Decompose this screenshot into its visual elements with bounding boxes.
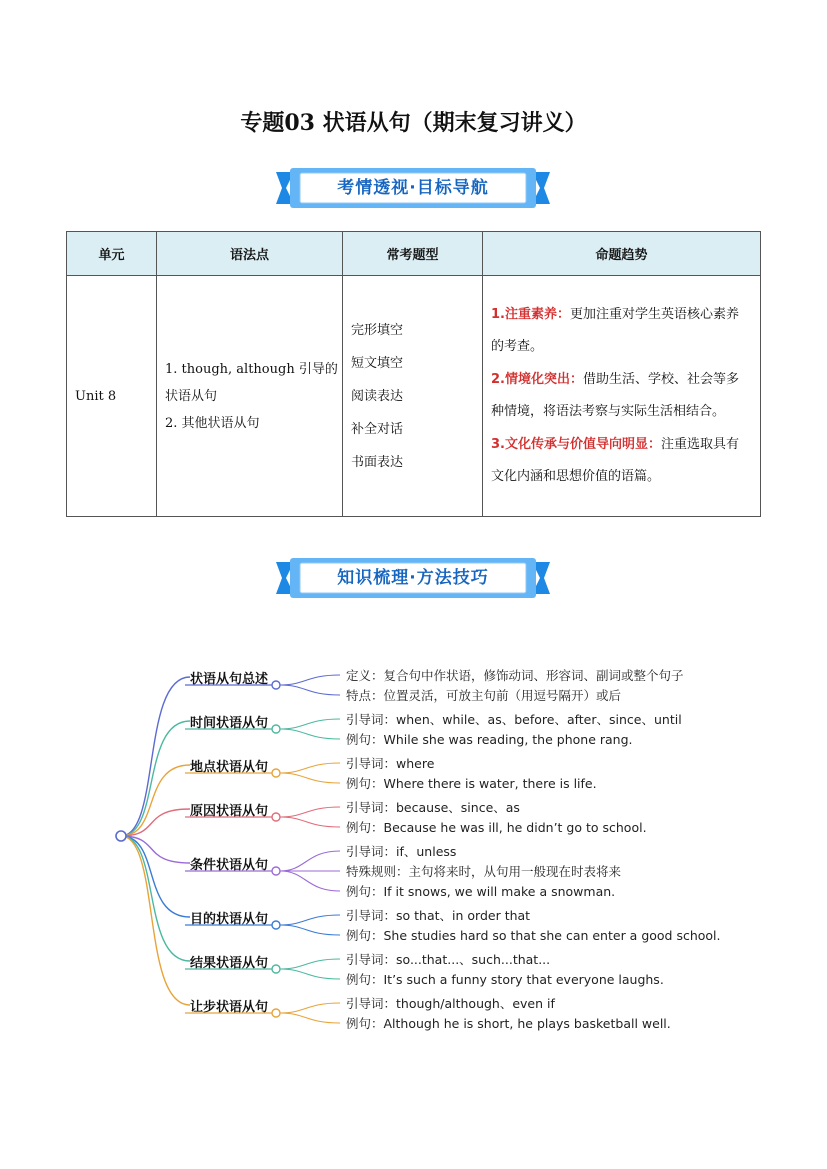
leaf-connector xyxy=(280,817,340,827)
banner-label: 知识梳理·方法技巧 xyxy=(337,568,489,588)
mind-map-leaf: 例句：If it snows, we will make a snowman. xyxy=(346,884,616,899)
node-dot xyxy=(272,813,280,821)
root-dot xyxy=(116,831,126,841)
node-dot xyxy=(272,769,280,777)
node-dot xyxy=(272,867,280,875)
branch-connector xyxy=(121,836,190,1005)
trend-item xyxy=(491,299,750,364)
cell-question-types xyxy=(343,276,483,517)
mind-map-node: 原因状语从句 xyxy=(190,804,269,819)
leaf-connector xyxy=(280,685,340,695)
mind-map-leaf: 例句：Where there is water, there is life. xyxy=(346,776,597,791)
leaf-connector xyxy=(280,959,340,969)
mind-map-leaf: 引导词：so that、in order that xyxy=(346,908,531,923)
grammar-point: 2. 其他状语从句 xyxy=(165,415,260,431)
branch-connector xyxy=(121,765,190,836)
header-trends: 命题趋势 xyxy=(483,232,761,276)
leaf-connector xyxy=(280,851,340,871)
cell-grammar xyxy=(157,276,343,517)
banner-exam-overview xyxy=(276,166,550,210)
header-grammar: 语法点 xyxy=(157,232,343,276)
mind-map-node: 条件状语从句 xyxy=(190,858,269,873)
trend-label: 1.注重素养： xyxy=(491,306,570,322)
question-type: 补全对话 xyxy=(351,421,404,437)
header-question-types: 常考题型 xyxy=(343,232,483,276)
mind-map-leaf: 引导词：where xyxy=(346,756,435,771)
mind-map-leaf: 引导词：when、while、as、before、after、since、until xyxy=(346,712,682,727)
cell-trends xyxy=(483,276,761,517)
question-type: 阅读表达 xyxy=(351,388,404,404)
leaf-connector xyxy=(280,969,340,979)
mind-map-leaf: 例句：Because he was ill, he didn’t go to school. xyxy=(346,820,647,835)
grammar-point: 1. though, although 引导的状语从句 xyxy=(165,361,338,404)
question-type: 完形填空 xyxy=(351,322,404,338)
leaf-connector xyxy=(280,871,340,891)
node-dot xyxy=(272,921,280,929)
mind-map-node: 结果状语从句 xyxy=(190,956,269,971)
mind-map-leaf: 特点：位置灵活，可放主句前（用逗号隔开）或后 xyxy=(346,688,622,703)
mind-map-node: 时间状语从句 xyxy=(190,716,269,731)
leaf-connector xyxy=(280,1003,340,1013)
leaf-connector xyxy=(280,729,340,739)
question-type: 短文填空 xyxy=(351,355,404,371)
mind-map-leaf: 例句：While she was reading, the phone rang. xyxy=(346,732,633,747)
leaf-connector xyxy=(280,915,340,925)
node-dot xyxy=(272,1009,280,1017)
leaf-connector xyxy=(280,763,340,773)
leaf-connector xyxy=(280,773,340,783)
leaf-connector xyxy=(280,1013,340,1023)
mind-map-leaf: 例句：It’s such a funny story that everyone laughs. xyxy=(346,972,664,987)
mind-map-node: 状语从句总述 xyxy=(190,672,269,687)
mind-map xyxy=(0,640,827,1040)
leaf-connector xyxy=(280,719,340,729)
trend-text: 更加注重对学生英语核心素养的考查。 xyxy=(491,306,739,354)
leaf-connector xyxy=(280,675,340,685)
trend-text: 注重选取具有文化内涵和思想价值的语篇。 xyxy=(491,436,739,484)
table-header-row xyxy=(67,232,761,276)
trend-item xyxy=(491,364,750,429)
mind-map-leaf: 引导词：so...that...、such...that... xyxy=(346,952,551,967)
mind-map-node: 让步状语从句 xyxy=(190,1000,269,1015)
mind-map-leaf: 特殊规则：主句将来时，从句用一般现在时表将来 xyxy=(346,864,622,879)
mind-map-leaf: 引导词：though/although、even if xyxy=(346,996,555,1011)
mind-map-leaf: 定义：复合句中作状语，修饰动词、形容词、副词或整个句子 xyxy=(346,668,684,683)
mind-map-leaf: 例句：Although he is short, he plays basketball well. xyxy=(346,1016,671,1031)
branch-connector xyxy=(121,836,190,917)
question-type: 书面表达 xyxy=(351,454,404,470)
trend-label: 3.文化传承与价值导向明显： xyxy=(491,436,661,452)
banner-knowledge xyxy=(276,556,550,600)
trend-label: 2.情境化突出： xyxy=(491,371,583,387)
branch-connector xyxy=(121,677,190,836)
banner-label: 考情透视·目标导航 xyxy=(337,178,489,198)
mind-map-leaf: 例句：She studies hard so that she can enter a good school. xyxy=(346,928,721,943)
mind-map-node: 地点状语从句 xyxy=(190,760,269,775)
node-dot xyxy=(272,725,280,733)
header-unit: 单元 xyxy=(67,232,157,276)
trend-text: 借助生活、学校、社会等多种情境，将语法考察与实际生活相结合。 xyxy=(491,371,739,419)
table-row xyxy=(67,276,761,517)
page-title: 专题03 状语从句（期末复习讲义） xyxy=(240,110,587,136)
mind-map-leaf: 引导词：because、since、as xyxy=(346,800,520,815)
leaf-connector xyxy=(280,807,340,817)
node-dot xyxy=(272,965,280,973)
mind-map-node: 目的状语从句 xyxy=(190,912,269,927)
mind-map-leaf: 引导词：if、unless xyxy=(346,844,457,859)
cell-unit: Unit 8 xyxy=(67,276,157,517)
trend-item xyxy=(491,429,750,494)
leaf-connector xyxy=(280,925,340,935)
node-dot xyxy=(272,681,280,689)
exam-overview-table xyxy=(66,231,761,517)
